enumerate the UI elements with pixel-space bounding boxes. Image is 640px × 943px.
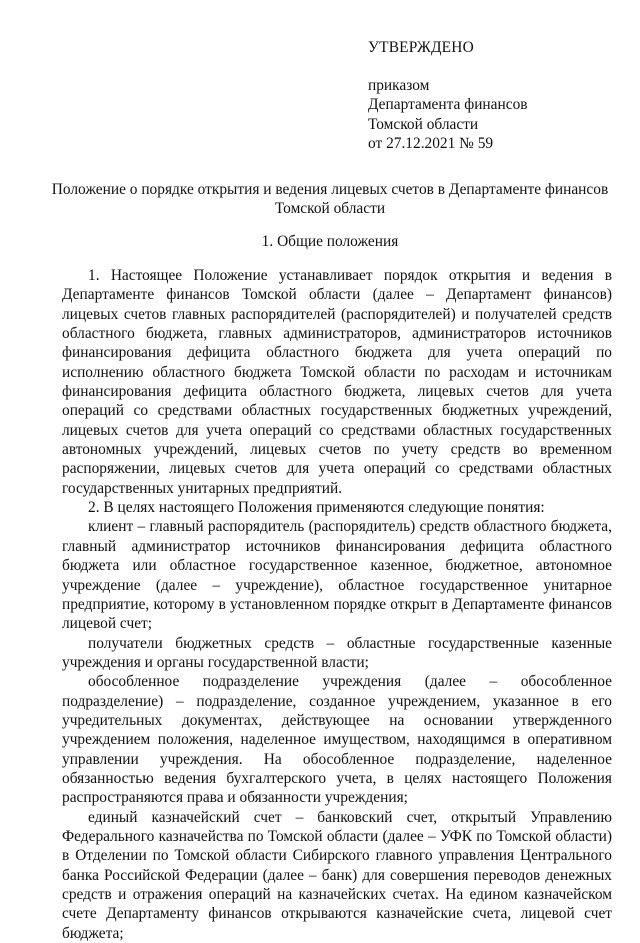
document-body <box>62 266 612 943</box>
approval-line-department: Департамента финансов <box>368 96 528 114</box>
paragraph-definition-separate-unit: обособленное подразделение учреждения (далее – обособленное подразделение) – подразделение, созданное учреждением, указанное в его учредительных документах, действующее на основании утвержденного учреждением положения, наделенное имуществом, находящимся в оперативном управлении учреждения. На обособленное подразделение, наделенное обязанностью ведения бухгалтерского учета, в целях настоящего Положения распространяются права и обязанности учреждения; <box>62 673 612 807</box>
approval-line-order: приказом <box>368 77 430 95</box>
paragraph-definition-treasury-account: единый казначейский счет – банковский счет, открытый Управлению Федерального казначейства по Томской области (далее – УФК по Томской области) в Отделении по Томской области Сибирского главного управления Центрального банка Российской Федерации (далее – банк) для совершения переводов денежных средств и отражения операций на казначейских счетах. На едином казначейском счете Департаменту финансов открываются казначейские счета, лицевой счет бюджета; <box>62 808 612 942</box>
approval-heading: УТВЕРЖДЕНО <box>368 39 474 56</box>
approval-line-region: Томской области <box>368 115 479 133</box>
paragraph-definition-recipients: получатели бюджетных средств – областные государственные казенные учреждения и органы государственной власти; <box>62 634 612 671</box>
paragraph-purpose: 1. Настоящее Положение устанавливает порядок открытия и ведения в Департаменте финансов Томской области (далее – Департамент финансов) лицевых счетов главных распорядителей (распорядителей) и получателей средств областного бюджета, главных администраторов, администраторов источников финансирования дефицита областного бюджета для учета операций по исполнению областного бюджета Томской области по расходам и источникам финансирования дефицита областного бюджета, лицевых счетов для учета операций со средствами областных государственных бюджетных учреждений, лицевых счетов для учета операций со средствами областных государственных автономных учреждений, лицевых счетов по учету средств во временном распоряжении, лицевых счетов для учета операций со средствами областных государственных унитарных предприятий. <box>62 267 612 497</box>
section-title: 1. Общие положения <box>261 233 399 250</box>
document-title: Положение о порядке открытия и ведения лицевых счетов в Департаменте финансов Томской области <box>51 181 609 218</box>
approval-line-date-number: от 27.12.2021 № 59 <box>368 134 494 152</box>
paragraph-definitions-intro: 2. В целях настоящего Положения применяются следующие понятия: <box>88 499 545 517</box>
paragraph-definition-client: клиент – главный распорядитель (распорядитель) средств областного бюджета, главный администратор источников финансирования дефицита областного бюджета или областное государственное казенное, бюджетное, автономное учреждение (далее – учреждение), областное государственное унитарное предприятие, которому в установленном порядке открыт в Департаменте финансов лицевой счет; <box>62 518 612 633</box>
approval-block <box>368 38 528 153</box>
